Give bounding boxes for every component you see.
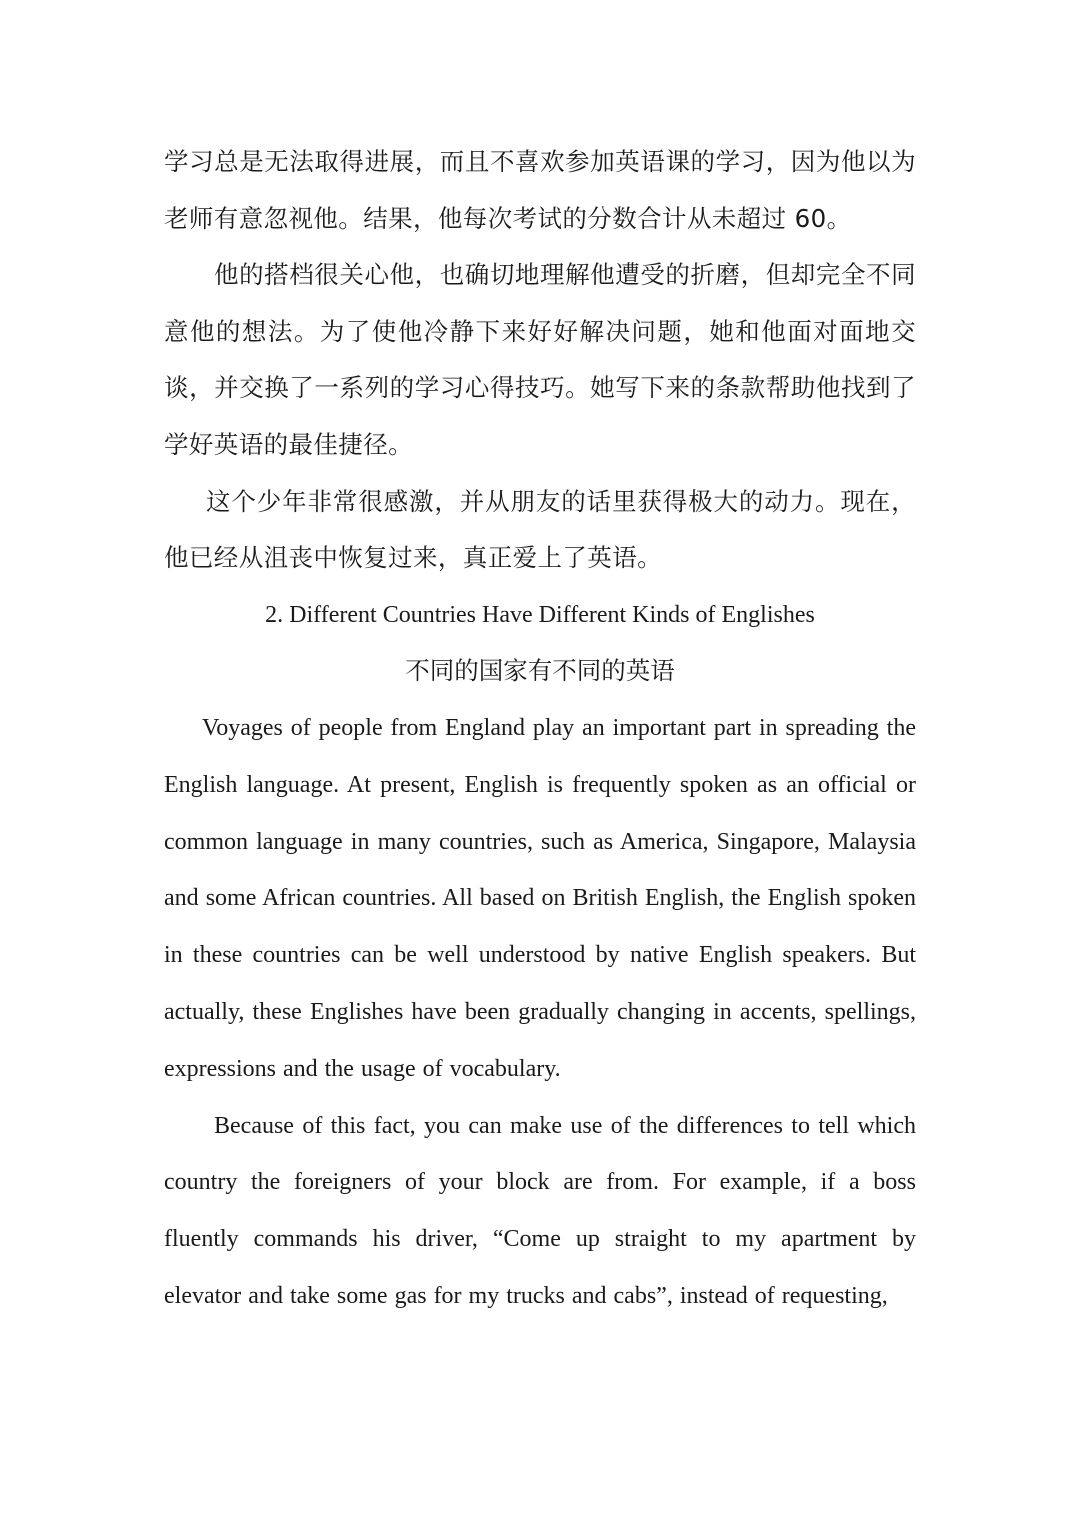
document-body bbox=[164, 134, 916, 1325]
paragraph-zh-2: 他的搭档很关心他，也确切地理解他遭受的折磨，但却完全不同意他的想法。为了使他冷静下来好好解决问题，她和他面对面地交谈，并交换了一系列的学习心得技巧。她写下来的条款帮助他找到了学好英语的最佳捷径。 bbox=[164, 260, 916, 459]
section-heading-zh: 不同的国家有不同的英语 bbox=[405, 656, 675, 686]
paragraph-zh-3: 这个少年非常很感激，并从朋友的话里获得极大的动力。现在，他已经从沮丧中恢复过来，真正爱上了英语。 bbox=[164, 486, 916, 573]
section-heading-en: 2. Different Countries Have Different Kinds of Englishes bbox=[265, 601, 815, 628]
paragraph-en-2: Because of this fact, you can make use of the differences to tell which country the foreigners of your block are from. For example, if a boss fluently commands his driver, “Come up straight to my apartment by elevator and take some gas for my trucks and cabs”, instead of requesting, bbox=[164, 1112, 916, 1309]
paragraph-en-1: Voyages of people from England play an important part in spreading the English language. At present, English is frequently spoken as an official or common language in many countries, such as America, Singapore, Malaysia and some African countries. All based on British English, the English spoken in these countries can be well understood by native English speakers. But actually, these Englishes have been gradually changing in accents, spellings, expressions and the usage of vocabulary. bbox=[164, 714, 916, 1082]
paragraph-zh-1: 学习总是无法取得进展，而且不喜欢参加英语课的学习，因为他以为老师有意忽视他。结果，他每次考试的分数合计从未超过 60。 bbox=[164, 147, 916, 233]
